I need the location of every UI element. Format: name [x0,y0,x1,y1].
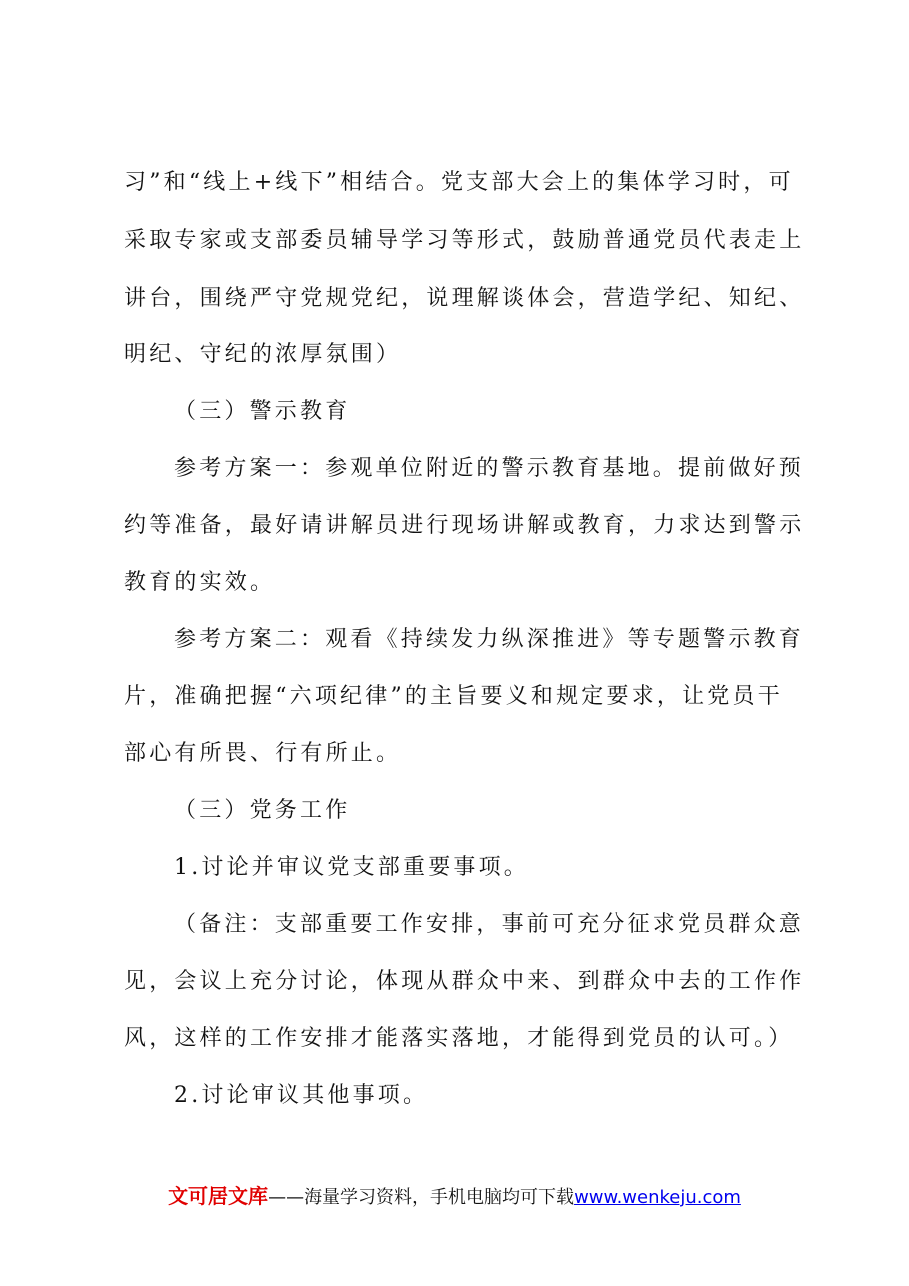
list-item: 2.讨论审议其他事项。 [174,1083,429,1108]
footer-description: ——海量学习资料，手机电脑均可下载 [268,1187,575,1208]
text-line: 约等准备，最好请讲解员进行现场讲解或教育，力求达到警示 [124,513,805,538]
text-line: 习”和“线上+线下”相结合。党支部大会上的集体学习时，可 [124,170,794,195]
section-heading-warning-education: （三）警示教育 [174,399,351,424]
text-line: 参考方案一：参观单位附近的警示教育基地。提前做好预 [174,456,805,481]
text-line: 片，准确把握“六项纪律”的主旨要义和规定要求，让党员干 [124,684,783,709]
section-heading-party-affairs: （三）党务工作 [174,798,351,823]
footer-brand: 文可居文库 [168,1184,269,1208]
text-line: 讲台，围绕严守党规党纪，说理解谈体会，营造学纪、知纪、 [124,286,805,311]
footer-banner [0,1183,909,1211]
text-line: 采取专家或支部委员辅导学习等形式，鼓励普通党员代表走上 [124,228,805,253]
text-line: 参考方案二：观看《持续发力纵深推进》等专题警示教育 [174,627,805,652]
text-line: 部心有所畏、行有所止。 [124,741,402,766]
list-item: 1.讨论并审议党支部重要事项。 [174,855,529,880]
text-line: 教育的实效。 [124,570,276,595]
text-line: 明纪、守纪的浓厚氛围） [124,342,402,367]
text-line: 见，会议上充分讨论，体现从群众中来、到群众中去的工作作 [124,969,805,994]
text-line: （备注：支部重要工作安排，事前可充分征求党员群众意 [174,912,805,937]
text-line: 风，这样的工作安排才能落实落地，才能得到党员的认可。） [124,1026,794,1051]
footer-website-link[interactable]: www.wenkeju.com [574,1187,741,1208]
